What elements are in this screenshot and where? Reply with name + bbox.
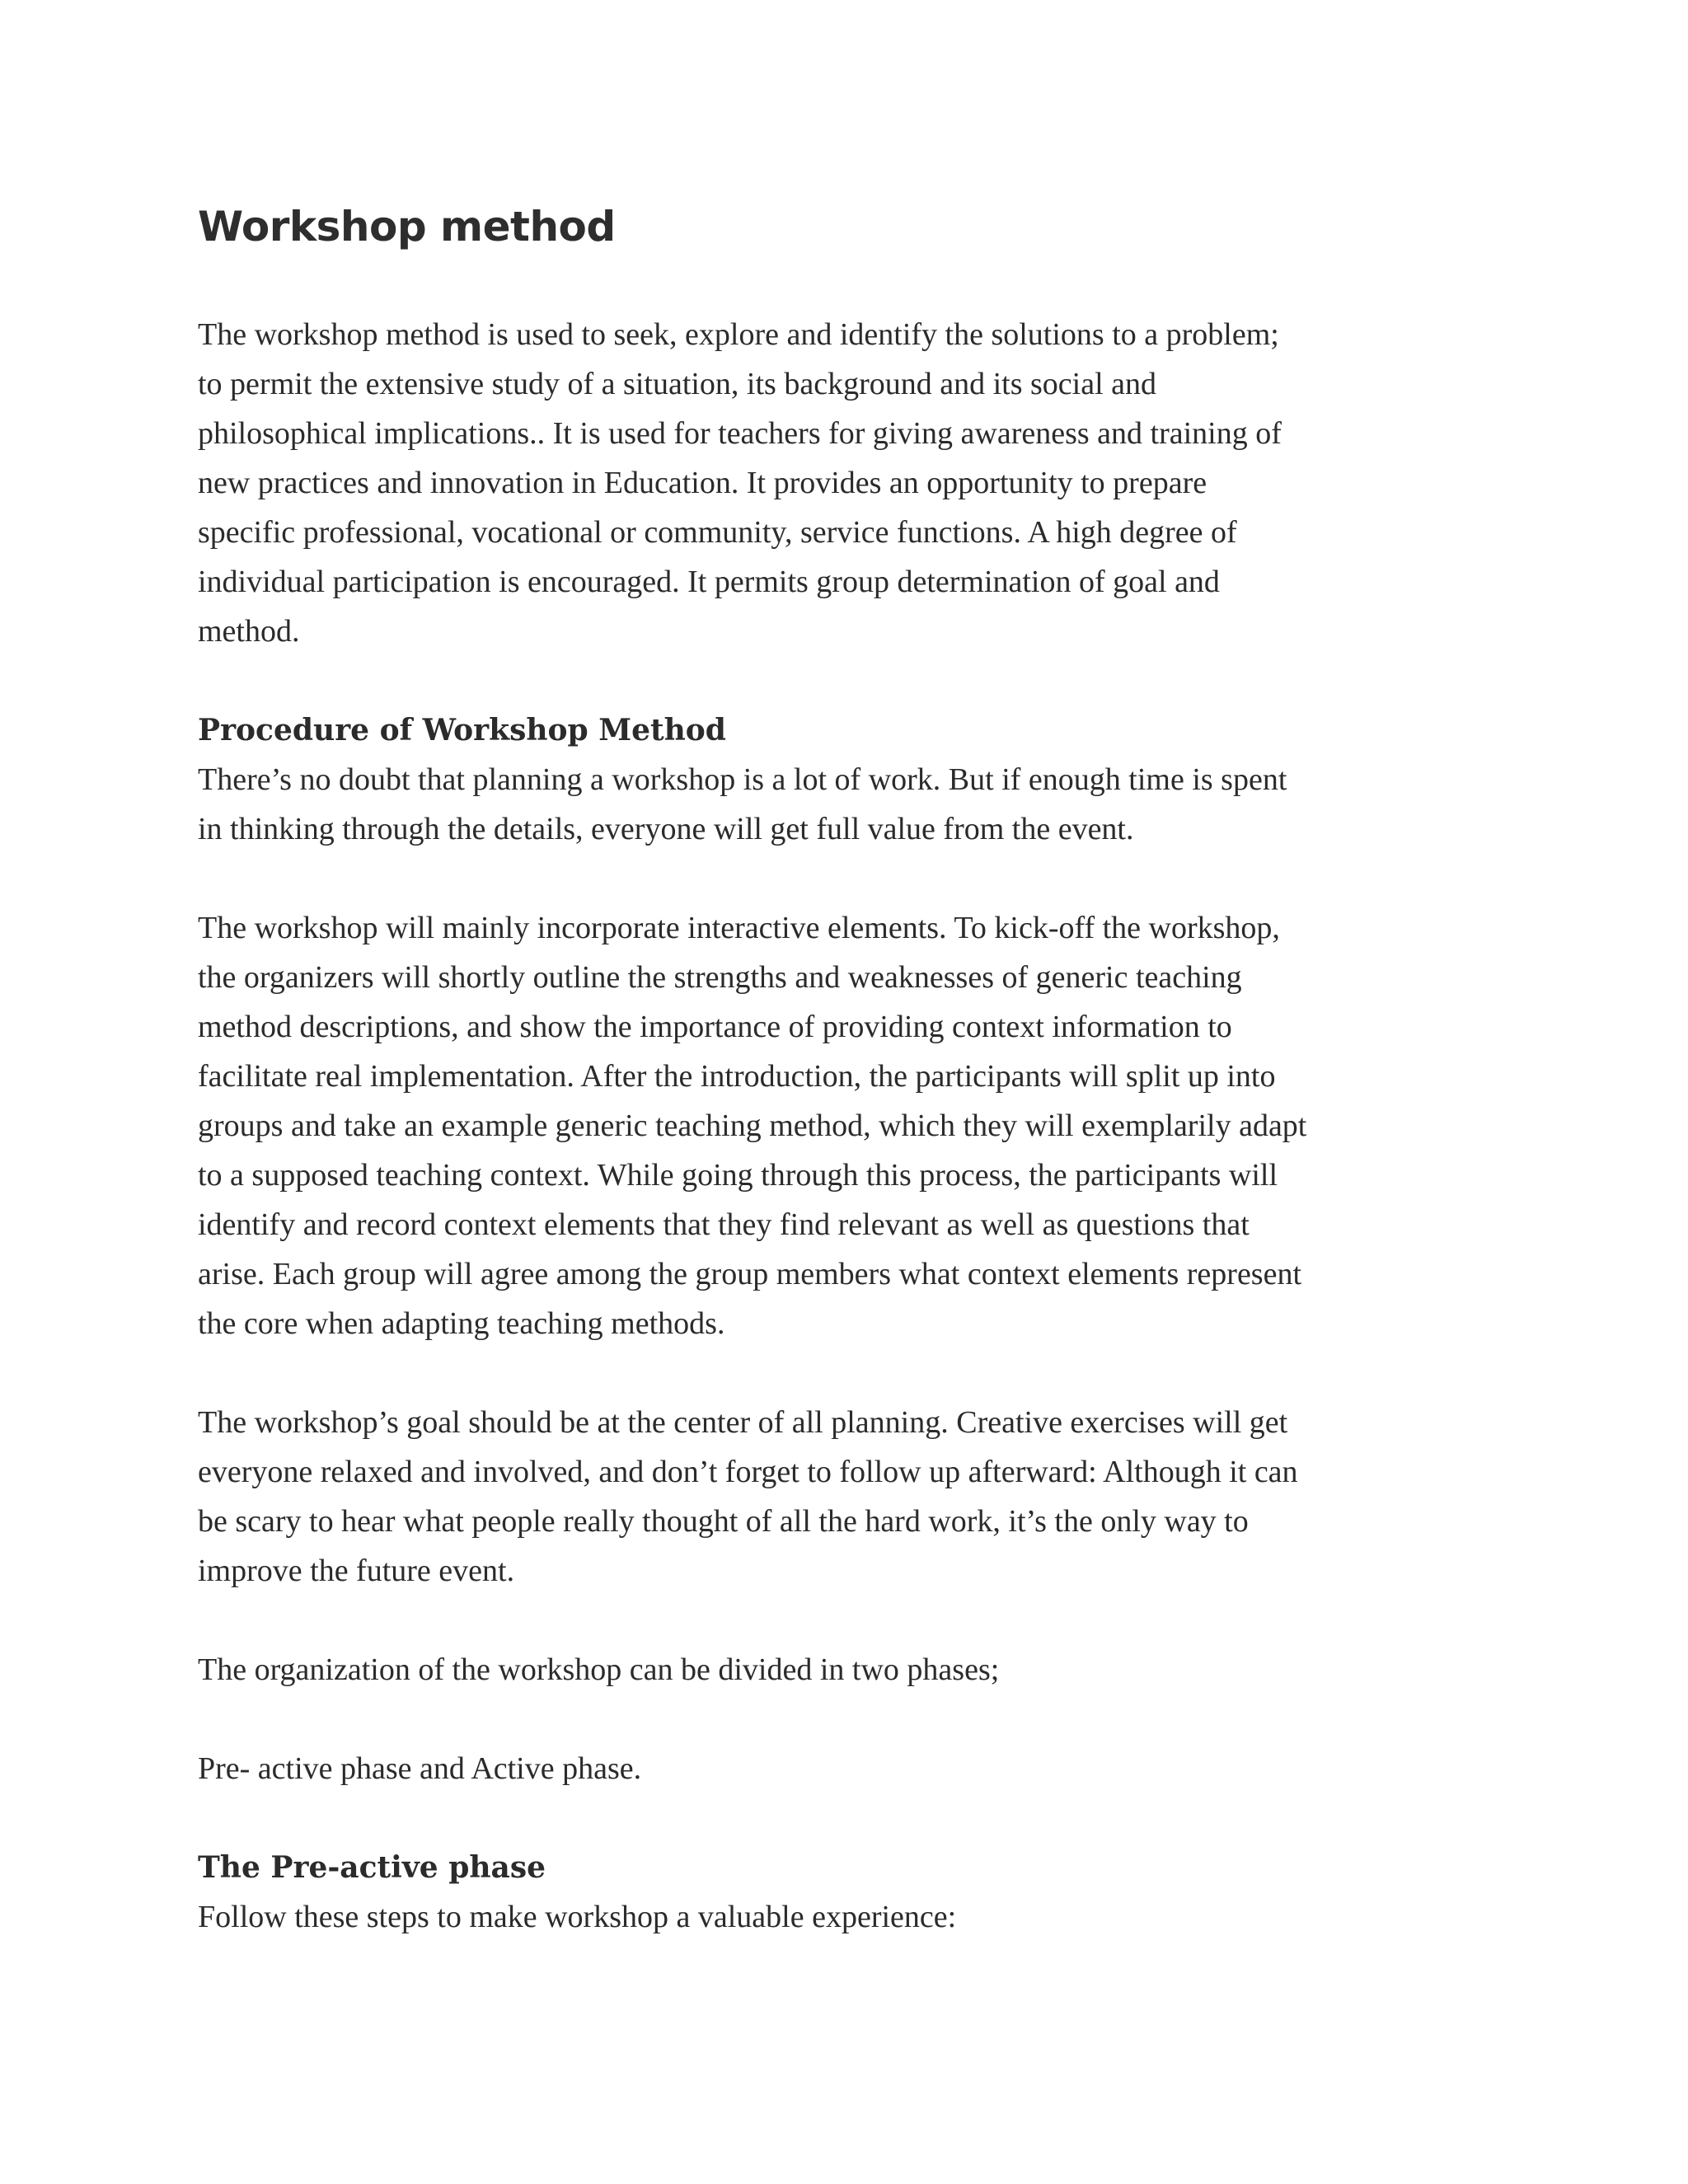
procedure-paragraph-3: The workshop’s goal should be at the center of all planning. Creative exercises will get everyone relaxed and involved, and don’t forget to follow up afterward: Although it can be scary to hear what people really thought of all the hard work, it’s the only way to improve the future event. — [198, 1405, 1298, 1588]
document-page — [198, 198, 1500, 1942]
procedure-paragraph-1: There’s no doubt that planning a workshop is a lot of work. But if enough time is spent in thinking through the details, everyone will get full value from the event. — [198, 762, 1287, 846]
procedure-paragraph-2: The workshop will mainly incorporate interactive elements. To kick-off the workshop, the organizers will shortly outline the strengths and weaknesses of generic teaching method descriptions, and show the importance of providing context information to facilitate real implementation. After the introduction, the participants will split up into groups and take an example generic teaching method, which they will exemplarily adapt to a supposed teaching context. While going through this process, the participants will identify and record context elements that they find relevant as well as questions that arise. Each group will agree among the group members what context elements represent the core when adapting teaching methods. — [198, 911, 1307, 1341]
preactive-heading: The Pre-active phase — [198, 1850, 546, 1885]
document-title: Workshop method — [198, 203, 616, 251]
preactive-paragraph-1: Follow these steps to make workshop a valuable experience: — [198, 1900, 957, 1934]
procedure-paragraph-5: Pre- active phase and Active phase. — [198, 1751, 642, 1786]
intro-paragraph: The workshop method is used to seek, explore and identify the solutions to a problem; to permit the extensive study of a situation, its background and its social and philosophical implications.. It is used for teachers for giving awareness and training of new practices and innovation in Education. It provides an opportunity to prepare specific professional, vocational or community, service functions. A high degree of individual participation is encouraged. It permits group determination of goal and method. — [198, 317, 1282, 649]
procedure-paragraph-4: The organization of the workshop can be divided in two phases; — [198, 1652, 1000, 1687]
procedure-heading: Procedure of Workshop Method — [198, 713, 726, 748]
